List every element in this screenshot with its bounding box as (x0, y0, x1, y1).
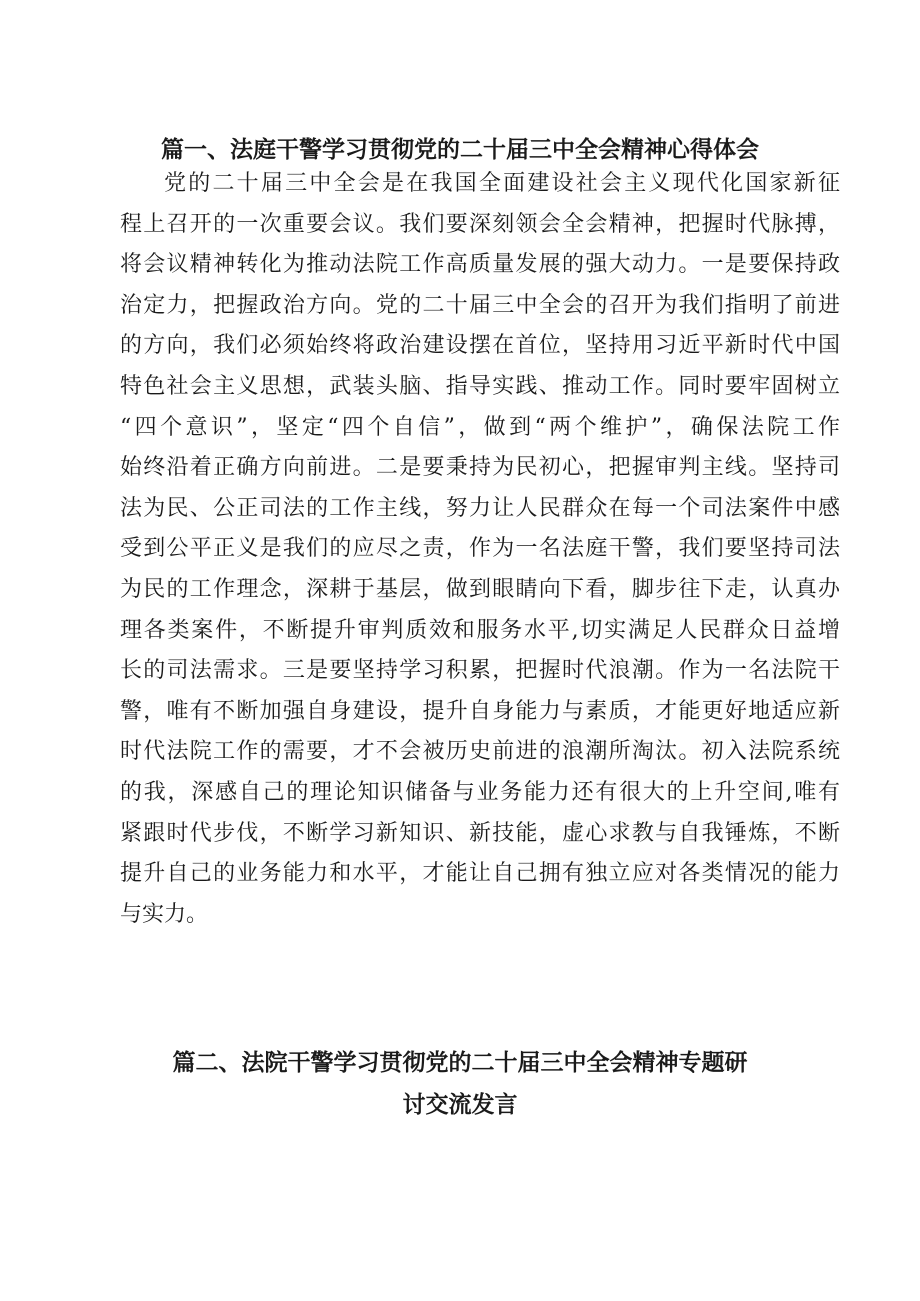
paragraph-line: 长的司法需求。三是要坚持学习积累，把握时代浪潮。作为一名法院干 (120, 658, 840, 684)
paragraph-line: “四个意识”，坚定“四个自信”，做到“两个维护”，确保法院工作 (120, 414, 840, 440)
paragraph-line: 理各类案件，不断提升审判质效和服务水平,切实满足人民群众日益增 (120, 617, 840, 643)
paragraph-line: 将会议精神转化为推动法院工作高质量发展的强大动力。一是要保持政 (120, 252, 840, 278)
paragraph-line: 始终沿着正确方向前进。二是要秉持为民初心，把握审判主线。坚持司 (120, 455, 840, 481)
paragraph-line: 为民的工作理念，深耕于基层，做到眼睛向下看，脚步往下走，认真办 (120, 576, 840, 602)
paragraph-line: 时代法院工作的需要，才不会被历史前进的浪潮所淘汰。初入法院系统 (120, 739, 840, 765)
paragraph-line: 警，唯有不断加强自身建设，提升自身能力与素质，才能更好地适应新 (120, 698, 840, 724)
paragraph-line: 程上召开的一次重要会议。我们要深刻领会全会精神，把握时代脉搏， (120, 211, 840, 237)
section2-title-line: 讨交流发言 (402, 1092, 518, 1118)
section1-body (120, 164, 840, 935)
section2-title (0, 1042, 920, 1126)
paragraph-line: 党的二十届三中全会是在我国全面建设社会主义现代化国家新征 (164, 171, 840, 196)
paragraph-line: 法为民、公正司法的工作主线，努力让人民群众在每一个司法案件中感 (120, 495, 840, 521)
paragraph-line: 特色社会主义思想，武装头脑、指导实践、推动工作。同时要牢固树立 (120, 373, 840, 399)
paragraph-line: 紧跟时代步伐，不断学习新知识、新技能，虚心求教与自我锤炼，不断 (120, 820, 840, 846)
paragraph-line: 受到公平正义是我们的应尽之责，作为一名法庭干警，我们要坚持司法 (120, 536, 840, 562)
paragraph-line: 与实力。 (120, 901, 209, 927)
paragraph-line: 的方向，我们必须始终将政治建设摆在首位，坚持用习近平新时代中国 (120, 333, 840, 359)
paragraph-line: 治定力，把握政治方向。党的二十届三中全会的召开为我们指明了前进 (120, 292, 840, 318)
section2-title-line: 篇二、法院干警学习贯彻党的二十届三中全会精神专题研 (172, 1050, 748, 1076)
paragraph-line: 提升自己的业务能力和水平，才能让自己拥有独立应对各类情况的能力 (120, 861, 840, 887)
paragraph-line: 的我，深感自己的理论知识储备与业务能力还有很大的上升空间,唯有 (120, 779, 840, 805)
section1-title: 篇一、法庭干警学习贯彻党的二十届三中全会精神心得体会 (161, 137, 759, 163)
